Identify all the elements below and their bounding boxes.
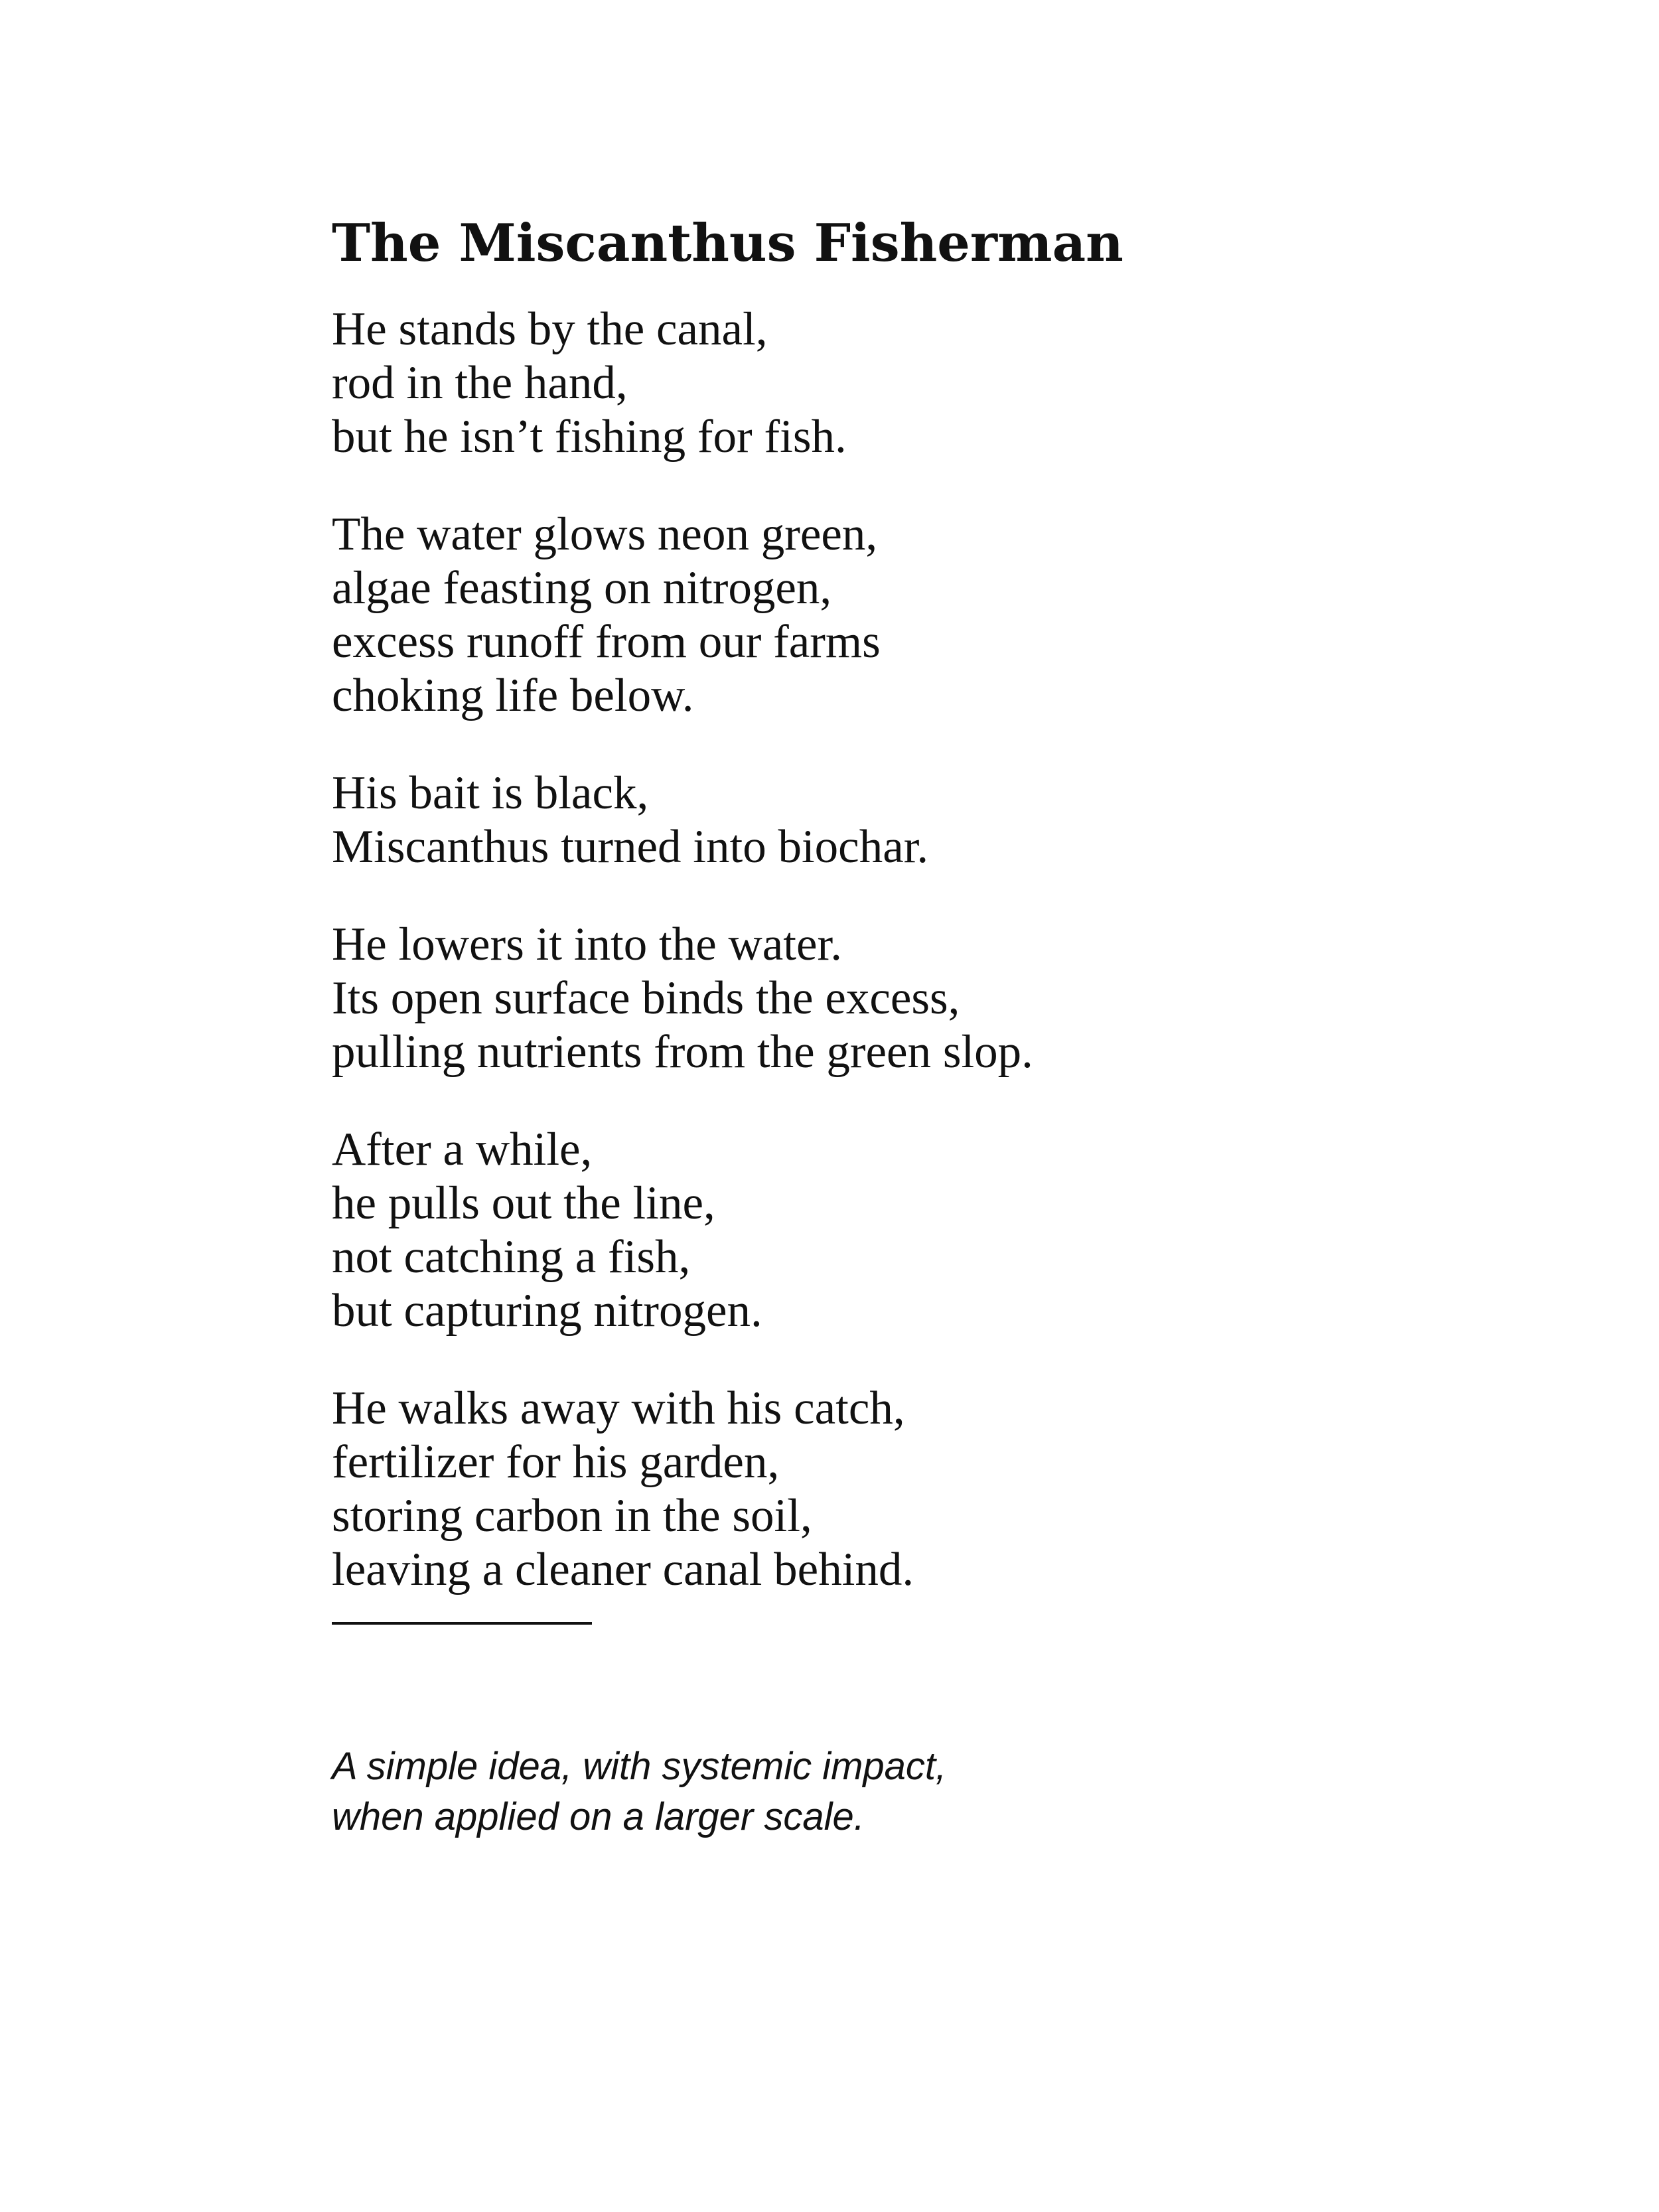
- stanza-5: [332, 1123, 1526, 1338]
- poem-line: Miscanthus turned into biochar.: [332, 820, 929, 873]
- poem-line: fertilizer for his garden,: [332, 1436, 780, 1488]
- poem-line: Its open surface binds the excess,: [332, 972, 960, 1024]
- poem-line: he pulls out the line,: [332, 1177, 715, 1229]
- poem-line: He walks away with his catch,: [332, 1382, 905, 1434]
- poem-page: [332, 212, 1526, 1842]
- poem-line: His bait is black,: [332, 767, 649, 819]
- poem-line: leaving a cleaner canal behind.: [332, 1543, 914, 1595]
- poem-line: rod in the hand,: [332, 356, 628, 409]
- stanza-1: [332, 303, 1526, 464]
- footnote-line: A simple idea, with systemic impact,: [332, 1744, 947, 1788]
- poem-line: The water glows neon green,: [332, 508, 878, 560]
- poem-line: storing carbon in the soil,: [332, 1489, 812, 1542]
- poem-line: but capturing nitrogen.: [332, 1284, 762, 1337]
- poem-line: but he isn’t fishing for fish.: [332, 410, 847, 463]
- poem-line: He stands by the canal,: [332, 303, 768, 355]
- footnote: [332, 1741, 1526, 1842]
- poem-title: The Miscanthus Fisherman: [332, 213, 1123, 273]
- stanza-4: [332, 918, 1526, 1079]
- poem-line: excess runoff from our farms: [332, 615, 881, 668]
- divider-rule: [332, 1622, 592, 1625]
- footnote-line: when applied on a larger scale.: [332, 1795, 865, 1838]
- poem-line: After a while,: [332, 1123, 593, 1175]
- poem-line: algae feasting on nitrogen,: [332, 561, 832, 614]
- poem-line: choking life below.: [332, 669, 694, 721]
- stanza-3: [332, 767, 1526, 874]
- poem-line: He lowers it into the water.: [332, 918, 842, 970]
- poem-body: [332, 303, 1526, 1597]
- stanza-6: [332, 1382, 1526, 1597]
- stanza-2: [332, 508, 1526, 723]
- poem-line: not catching a fish,: [332, 1230, 691, 1283]
- poem-line: pulling nutrients from the green slop.: [332, 1025, 1033, 1078]
